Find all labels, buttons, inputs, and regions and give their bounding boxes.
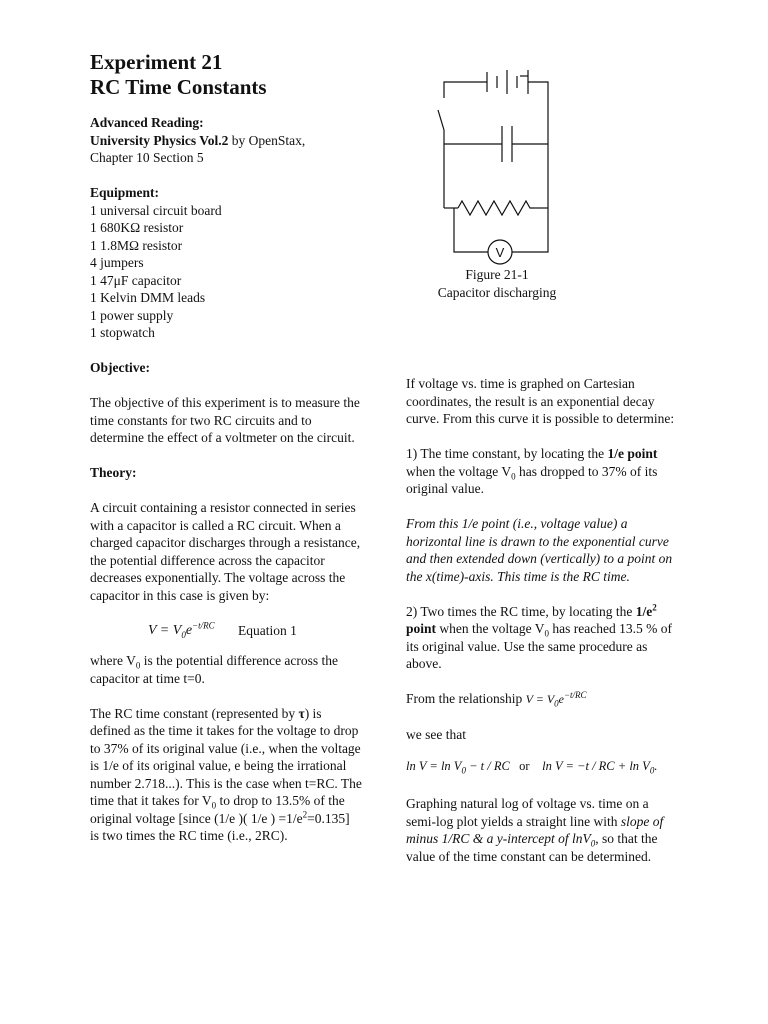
equipment-item: 1 680KΩ resistor bbox=[90, 220, 184, 235]
item-2-sub: 0 bbox=[544, 628, 549, 639]
circuit-diagram bbox=[430, 60, 570, 270]
resistor-icon bbox=[458, 201, 534, 215]
final-text-c: , so that the value of the time constant can be determined. bbox=[406, 831, 658, 864]
tau-symbol: τ bbox=[298, 705, 305, 721]
rel-math-sub: 0 bbox=[554, 698, 559, 709]
item-2-sup: 2 bbox=[652, 602, 657, 612]
equipment-item: 1 universal circuit board bbox=[90, 202, 222, 218]
final-paragraph bbox=[406, 795, 678, 865]
item-2-bold-b: point bbox=[406, 621, 437, 636]
item-2-paragraph bbox=[406, 603, 678, 673]
equation-1-label: Equation 1 bbox=[238, 623, 297, 638]
ln-eq1-a: ln V = ln V bbox=[406, 758, 462, 773]
ln-eq2-sub: 0 bbox=[649, 765, 655, 775]
reading-by: by OpenStax, bbox=[228, 132, 306, 148]
equation-1 bbox=[90, 608, 362, 652]
equation-sub: 0 bbox=[181, 629, 186, 640]
reading-heading: Advanced Reading: bbox=[90, 115, 204, 130]
item-1-text-d: has dropped to 37% of its original value. bbox=[406, 463, 658, 496]
figure-caption-line-1: Figure 21-1 bbox=[465, 267, 529, 282]
reading-chapter: Chapter 10 Section 5 bbox=[90, 150, 204, 165]
item-2-text-d: when the voltage V bbox=[436, 621, 545, 636]
voltmeter-label: V bbox=[495, 245, 505, 260]
equipment-item: 1 1.8MΩ resistor bbox=[90, 237, 183, 253]
equipment-item: 1 47μF capacitor bbox=[90, 272, 182, 288]
capacitor-icon bbox=[502, 126, 512, 162]
see-that-line: we see that bbox=[406, 727, 466, 742]
theory-heading: Theory: bbox=[90, 465, 137, 480]
item-2-bold-a: 1/e bbox=[635, 603, 653, 619]
equipment-heading: Equipment: bbox=[90, 185, 160, 200]
italic-note: From this 1/e point (i.e., voltage value) a horizontal line is drawn to the exponential curve and then extended down (vertically) to a point on the x(time)-axis. This time is the RC time. bbox=[406, 516, 673, 584]
rel-math-e: e bbox=[558, 692, 564, 706]
item-1-text-a: 1) The time constant, by locating the bbox=[406, 446, 608, 461]
equation-e: e bbox=[185, 623, 193, 638]
wire-top-right bbox=[528, 82, 548, 144]
right-column bbox=[406, 375, 678, 865]
title-line-1: Experiment 21 bbox=[90, 50, 223, 74]
rc-text-a: The RC time constant (represented by bbox=[90, 705, 299, 721]
where-paragraph bbox=[90, 652, 362, 687]
rel-math-base: V = V bbox=[525, 692, 555, 706]
ln-eq2-b: . bbox=[654, 758, 658, 773]
ln-eq1-sub: 0 bbox=[461, 765, 466, 775]
theory-paragraph-1: A circuit containing a resistor connected in series with a capacitor is called a RC circuit. When a charged capacitor discharges through a resistance, the potential difference across the capacitor decreases exponentially. The voltage across the capacitor in this case is given by: bbox=[90, 500, 361, 603]
ln-eq2-a: ln V = −t / RC + ln V bbox=[542, 758, 650, 773]
or-word: or bbox=[519, 758, 530, 773]
item-1-paragraph bbox=[406, 445, 678, 498]
relationship-text: From the relationship bbox=[406, 691, 526, 706]
intro-paragraph: If voltage vs. time is graphed on Cartesian coordinates, the result is an exponential decay curve. From this curve it is possible to determine: bbox=[406, 376, 675, 426]
equipment-item: 1 Kelvin DMM leads bbox=[90, 290, 206, 305]
ln-equation-2 bbox=[542, 759, 657, 773]
ln-eq1-b: − t / RC bbox=[465, 758, 510, 773]
wire-meter-left bbox=[454, 208, 488, 252]
equation-exponent: −t/RC bbox=[192, 620, 215, 631]
reading-book: University Physics Vol.2 bbox=[90, 132, 229, 148]
objective-heading: Objective: bbox=[90, 360, 150, 375]
equipment-item: 4 jumpers bbox=[90, 255, 144, 270]
figure-caption bbox=[416, 266, 578, 301]
where-text-a: where V bbox=[90, 653, 136, 668]
rc-text-b: ) is defined as the time it takes for the voltage to drop to 37% of its original value (i.e., when the voltage is 1/e of its original value, e being the irrational number 2.718...). This is the case when t=RC. The time that it takes for V bbox=[90, 705, 362, 808]
equation-lhs: V = V bbox=[148, 623, 182, 638]
wire-top-left bbox=[444, 82, 487, 98]
objective-text: The objective of this experiment is to measure the time constants for two RC circuits and to determine the effect of a voltmeter on the circuit. bbox=[90, 395, 360, 445]
item-1-sub: 0 bbox=[511, 471, 516, 482]
final-text-a: Graphing natural log of voltage vs. time on a semi-log plot yields a straight line with bbox=[406, 796, 649, 829]
switch-icon bbox=[438, 110, 444, 130]
item-2-text-e: has reached 13.5 % of its original value. Use the same procedure as above. bbox=[406, 621, 672, 671]
figure-caption-line-2: Capacitor discharging bbox=[437, 284, 557, 300]
ln-equations bbox=[406, 758, 678, 776]
title-line-2: RC Time Constants bbox=[90, 75, 267, 99]
where-text-b: is the potential difference across the capacitor at time t=0. bbox=[90, 653, 339, 686]
equipment-item: 1 stopwatch bbox=[90, 325, 155, 340]
rc-paragraph bbox=[90, 705, 362, 845]
item-2-text-a: 2) Two times the RC time, by locating the bbox=[406, 603, 636, 619]
ln-equation-1 bbox=[406, 759, 510, 773]
equipment-item: 1 power supply bbox=[90, 307, 174, 323]
battery-icon bbox=[487, 70, 528, 94]
reading-text bbox=[90, 132, 362, 150]
rc-text-c: to drop to 13.5% of the original voltage [since (1/e )( 1/e ) =1/e bbox=[90, 793, 345, 826]
final-italic: slope of minus 1/RC & a y-intercept of lnV bbox=[406, 813, 664, 846]
rc-text-d: =0.135] is two times the RC time (i.e., 2RC). bbox=[90, 810, 350, 843]
final-sub: 0 bbox=[590, 838, 596, 849]
left-column bbox=[90, 50, 362, 845]
rel-math-exp: −t/RC bbox=[563, 690, 587, 700]
rc-sub: 0 bbox=[211, 800, 217, 811]
item-1-text-c: when the voltage V bbox=[406, 463, 512, 479]
equation-1-math bbox=[148, 622, 215, 640]
item-1-bold: 1/e point bbox=[607, 446, 658, 461]
where-sub: 0 bbox=[135, 660, 141, 671]
relationship-math bbox=[525, 690, 587, 709]
relationship-line bbox=[406, 690, 678, 709]
rc-sup: 2 bbox=[302, 809, 308, 819]
